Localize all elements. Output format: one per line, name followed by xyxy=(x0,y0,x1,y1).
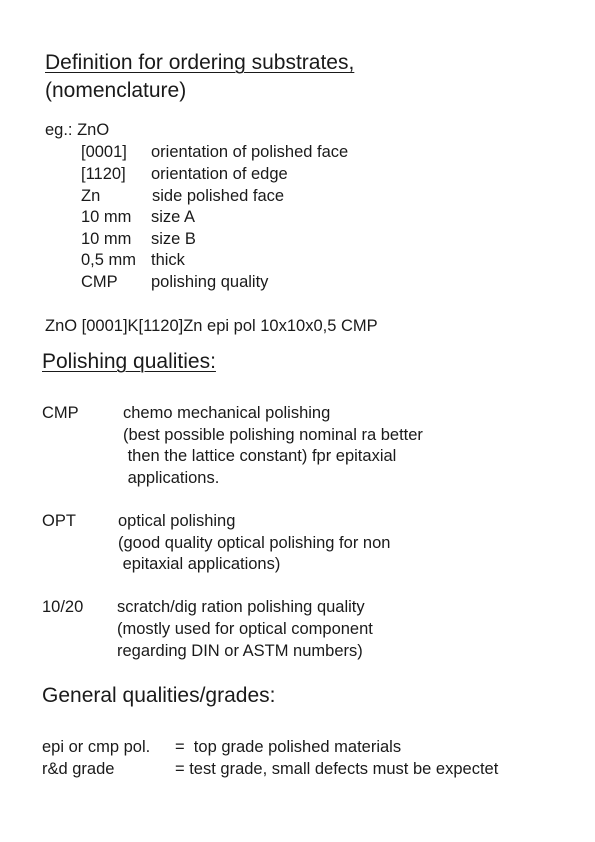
item-desc: orientation of polished face xyxy=(151,143,349,161)
quality-note: applications. xyxy=(123,469,220,487)
quality-code: 10/20 xyxy=(42,598,84,616)
item-code: 10 mm xyxy=(81,230,132,248)
grades-title: General qualities/grades: xyxy=(42,684,276,707)
grade-def: = top grade polished materials xyxy=(175,738,402,756)
quality-desc: optical polishing xyxy=(118,512,236,530)
quality-note: (best possible polishing nominal ra better xyxy=(123,426,423,444)
quality-code: CMP xyxy=(42,404,79,422)
grade-def: = test grade, small defects must be expectet xyxy=(175,760,499,778)
polishing-title: Polishing qualities: xyxy=(42,350,216,373)
item-code: Zn xyxy=(81,187,101,205)
example-intro: eg.: ZnO xyxy=(45,121,110,139)
grade-term: epi or cmp pol. xyxy=(42,738,151,756)
item-code: CMP xyxy=(81,273,118,291)
quality-note: regarding DIN or ASTM numbers) xyxy=(117,642,363,660)
quality-note: then the lattice constant) fpr epitaxial xyxy=(123,447,397,465)
quality-desc: scratch/dig ration polishing quality xyxy=(117,598,365,616)
definition-title-line1: Definition for ordering substrates, xyxy=(45,51,355,74)
quality-note: epitaxial applications) xyxy=(118,555,281,573)
item-code: 10 mm xyxy=(81,208,132,226)
quality-note: (good quality optical polishing for non xyxy=(118,534,391,552)
item-code: [1120] xyxy=(81,165,126,183)
item-desc: side polished face xyxy=(152,187,285,205)
example-code: ZnO [0001]K[1120]Zn epi pol 10x10x0,5 CMP xyxy=(45,317,378,335)
definition-title-line2: (nomenclature) xyxy=(45,79,187,102)
grade-term: r&d grade xyxy=(42,760,115,778)
item-code: [0001] xyxy=(81,143,127,161)
quality-note: (mostly used for optical component xyxy=(117,620,373,638)
quality-code: OPT xyxy=(42,512,76,530)
item-code: 0,5 mm xyxy=(81,251,137,269)
item-desc: orientation of edge xyxy=(151,165,288,183)
item-desc: thick xyxy=(151,251,185,269)
item-desc: polishing quality xyxy=(151,273,269,291)
quality-desc: chemo mechanical polishing xyxy=(123,404,331,422)
item-desc: size A xyxy=(151,208,196,226)
item-desc: size B xyxy=(151,230,196,248)
